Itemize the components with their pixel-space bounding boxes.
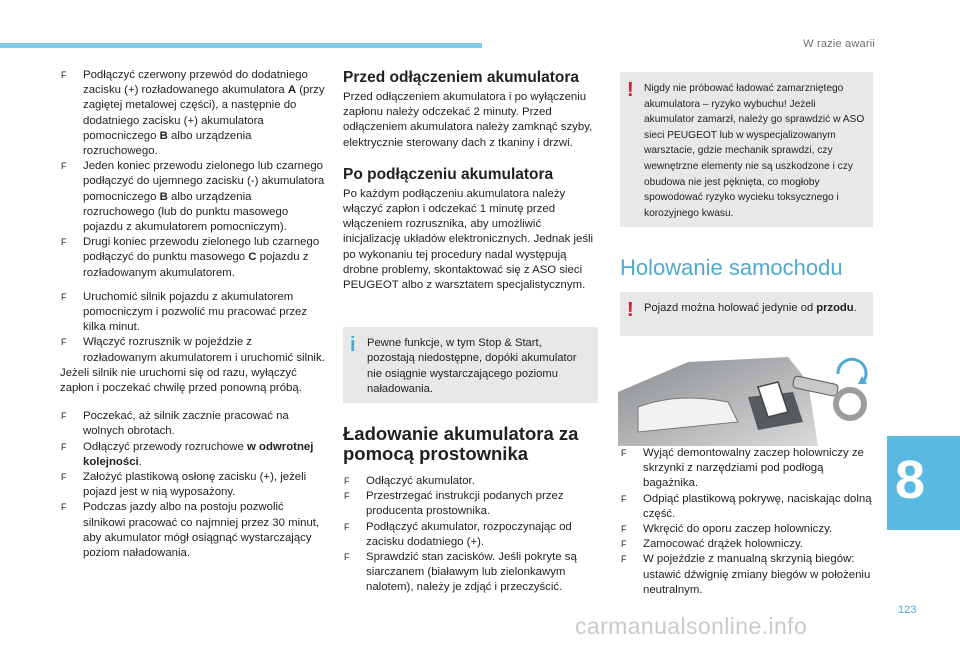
- text: Założyć plastikową osłonę zacisku (+), jeżeli pojazd jest w nią wyposażony.: [83, 471, 307, 499]
- text: Sprawdzić stan zacisków. Jeśli pokryte są siarczanem (białawym lub zielonkawym nalotem), należy je zdjąć i przeczyścić.: [366, 551, 577, 594]
- text: .: [853, 302, 857, 314]
- bullet-marker: F: [621, 554, 627, 565]
- bullet-marker: F: [61, 441, 67, 452]
- bullet-marker: F: [621, 493, 627, 504]
- bullet-marker: F: [61, 472, 67, 483]
- text: Włączyć rozrusznik w pojeździe z rozładowanym akumulatorem i uruchomić silnik.: [83, 336, 325, 364]
- bullet-marker: F: [621, 524, 627, 535]
- list-item: [60, 409, 325, 439]
- bullet-marker: F: [61, 291, 67, 302]
- list-item: [343, 474, 598, 489]
- text-bold: B: [159, 129, 168, 142]
- text: Odpiąć plastikową pokrywę, naciskając dolną część.: [643, 492, 872, 520]
- bullet-marker: F: [344, 521, 350, 532]
- bullet-marker: F: [344, 552, 350, 563]
- text: Podłączyć akumulator, rozpoczynając od zacisku dodatniego (+).: [366, 520, 572, 548]
- bullet-marker: F: [61, 337, 67, 348]
- text: Pojazd można holować jedynie od: [644, 302, 817, 314]
- text-bold: B: [159, 190, 168, 203]
- list-item: [620, 446, 875, 492]
- column-1: [60, 68, 325, 561]
- page-number: 123: [898, 604, 917, 616]
- text-bold: C: [248, 251, 257, 264]
- jumpstart-steps-a: [60, 68, 325, 281]
- list-item: [620, 537, 875, 552]
- text-bold: A: [287, 84, 297, 97]
- bullet-marker: F: [621, 448, 627, 458]
- list-item: [343, 550, 598, 596]
- bullet-marker: F: [61, 161, 67, 172]
- text: Drugi koniec przewodu zielonego lub czarnego podłączyć do punktu masowego: [83, 236, 320, 264]
- list-item: [620, 522, 875, 537]
- list-item: [620, 492, 875, 522]
- bullet-marker: F: [61, 237, 67, 248]
- list-item: [343, 489, 598, 519]
- towing-title-wrap: [620, 255, 873, 281]
- column-2: [343, 68, 598, 293]
- spacer: [60, 281, 325, 290]
- watermark: carmanualsonline.info: [575, 613, 808, 639]
- list-item: [60, 290, 325, 336]
- warning-icon: !: [627, 79, 634, 101]
- jumpstart-steps-c: [60, 409, 325, 561]
- text: Wyjąć demontowalny zaczep holowniczy ze skrzynki z narzędziami pod podłogą bagażnika.: [643, 447, 864, 490]
- bullet-marker: F: [621, 539, 627, 550]
- list-item: [60, 235, 325, 281]
- info-icon: i: [350, 334, 356, 356]
- header-accent-bar: [0, 43, 482, 48]
- list-item: [60, 159, 325, 235]
- bullet-marker: F: [344, 491, 350, 502]
- text: pojazdu z rozładowanym akumulatorem.: [83, 251, 309, 279]
- towing-steps: [620, 446, 875, 598]
- list-item: [60, 68, 325, 159]
- text: albo urządzenia rozruchowego (lub do punktu masowego pojazdu z akumulatorem pomocniczym).: [83, 190, 289, 234]
- bullet-marker: F: [344, 476, 350, 486]
- towing-warning-text: [644, 301, 865, 316]
- section-heading-line2: pomocą prostownika: [343, 443, 529, 464]
- paragraph: Przed odłączeniem akumulatora i po wyłączeniu zapłonu należy odczekać 2 minuty. Przed odłączeniem akumulatora należy zamknąć szyby, elektrycznie sterowany dach z tkaniny i drzwi.: [343, 91, 593, 149]
- section-title: W razie awarii: [803, 38, 875, 50]
- text-bold: przodu: [816, 302, 854, 314]
- text: Podłączyć czerwony przewód do dodatniego zacisku (+) rozładowanego akumulatora: [83, 69, 308, 97]
- text: Podczas jazdy albo na postoju pozwolić silnikowi pracować co najmniej przez 30 minut, aby akumulator mógł osiągnąć wystarczający poziom naładowania.: [83, 501, 320, 560]
- info-text: Pewne funkcje, w tym Stop & Start, pozostają niedostępne, dopóki akumulator nie osiągnie wystarczającego poziomu naładowania.: [367, 337, 577, 396]
- text: (przy zagiętej metalowej części), a następnie do dodatniego zacisku (+) akumulatora pomocniczego: [83, 84, 325, 142]
- bullet-marker: F: [61, 70, 67, 80]
- text: Jeden koniec przewodu zielonego lub czarnego podłączyć do ujemnego zacisku (-) akumulatora pomocniczego: [83, 160, 325, 203]
- info-box: [343, 327, 598, 403]
- chapter-number: 8: [895, 450, 926, 510]
- towing-eye-drawing: [618, 352, 870, 446]
- list-item: [60, 440, 325, 470]
- section-heading: Po podłączeniu akumulatora: [343, 165, 554, 183]
- text: Odłączyć akumulator.: [366, 475, 475, 487]
- warning-text: Nigdy nie próbować ładować zamarzniętego akumulatora – ryzyko wybuchu! Jeżeli akumulator zamarzł, należy go sprawdzić w ASO sieci PEUGEOT lub w wyspecjalizowanym warsztacie, gdzie mechanik sprawdzi, czy wewnętrzne elementy nie są uszkodzone i czy obudowa nie jest pęknięta, co mogłoby spowodować ryzyko wycieku toksycznego i korozyjnego kwasu.: [644, 83, 865, 219]
- text: Uruchomić silnik pojazdu z akumulatorem pomocniczym i pozwolić mu pracować przez kilka minut.: [83, 290, 308, 334]
- list-item: [60, 335, 325, 365]
- towing-warning-box: [620, 292, 873, 336]
- text-bold: w odwrotnej kolejności: [83, 440, 314, 468]
- bullet-marker: F: [61, 502, 67, 513]
- text: albo urządzenia rozruchowego.: [83, 129, 252, 158]
- list-item: [343, 520, 598, 550]
- spacer: [60, 396, 325, 409]
- list-item: [60, 500, 325, 561]
- paragraph: Po każdym podłączeniu akumulatora należy włączyć zapłon i odczekać 1 minutę przed włączeniem rozrusznika, aby umożliwić inicjalizację układów elektronicznych. Jednak jeśli po wykonaniu tej procedury nadal występują drobne problemy, skontaktować się z ASO sieci PEUGEOT albo z warsztatem specjalistycznym.: [343, 187, 594, 292]
- text: Poczekać, aż silnik zacznie pracować na wolnych obrotach.: [83, 410, 289, 438]
- charging-section: [343, 424, 598, 596]
- towing-eye-ring-shape: [836, 390, 864, 418]
- bullet-marker: F: [61, 411, 67, 422]
- retry-note: Jeżeli silnik nie uruchomi się od razu, wyłączyć zapłon i poczekać chwilę przed ponowną próbą.: [60, 366, 302, 395]
- warning-icon: !: [627, 299, 634, 321]
- towing-eye-illustration: [618, 352, 870, 446]
- section-heading: Przed odłączeniem akumulatora: [343, 69, 580, 86]
- section-title-towing: Holowanie samochodu: [620, 255, 843, 280]
- jumpstart-steps-b: [60, 290, 325, 396]
- text: W pojeździe z manualną skrzynią biegów: ustawić dźwignię zmiany biegów w położeniu neutralnym.: [643, 553, 871, 596]
- list-item: [620, 552, 875, 598]
- section-heading-line1: Ładowanie akumulatora za: [343, 423, 579, 444]
- text: Odłączyć przewody rozruchowe: [83, 440, 247, 453]
- text: Przestrzegać instrukcji podanych przez producenta prostownika.: [366, 490, 564, 518]
- text: Wkręcić do oporu zaczep holowniczy.: [643, 523, 833, 536]
- list-item: [60, 470, 325, 500]
- warning-box: [620, 72, 873, 227]
- text: Zamocować drążek holowniczy.: [643, 538, 803, 551]
- text: .: [138, 455, 142, 468]
